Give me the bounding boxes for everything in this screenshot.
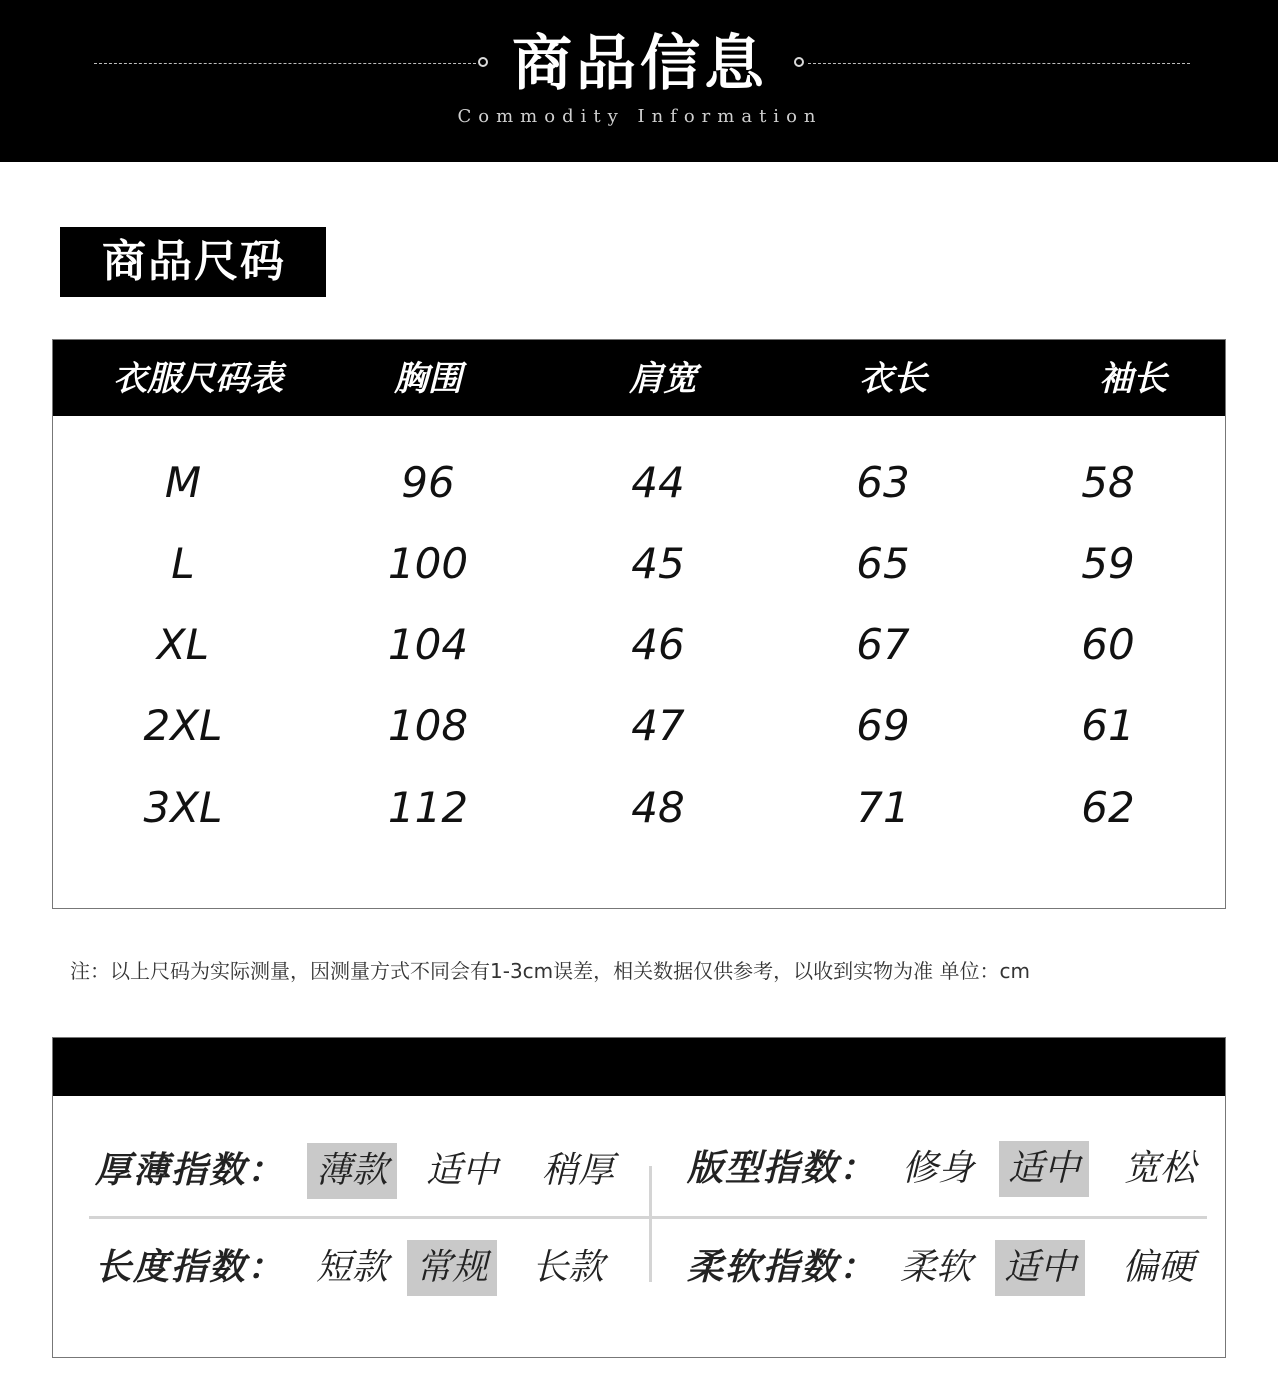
table-row	[53, 767, 1225, 849]
section-title: 商品尺码	[60, 227, 326, 297]
divider-horizontal	[89, 1216, 1207, 1219]
measurement-note: 注：以上尺码为实际测量，因测量方式不同会有1-3cm误差，相关数据仅供参考，以收到实物为准 单位：cm	[70, 959, 1030, 983]
length-cell: 65	[856, 539, 910, 588]
circle-icon	[478, 57, 488, 67]
column-header-length: 衣长	[859, 359, 927, 399]
index-option: 修身	[901, 1148, 974, 1189]
divider-vertical	[649, 1166, 652, 1282]
size-cell: L	[171, 539, 195, 588]
table-row	[53, 685, 1225, 767]
table-row	[53, 604, 1225, 686]
column-header-chest: 胸围	[394, 359, 462, 399]
column-header-shoulder: 肩宽	[629, 359, 697, 399]
index-option: 短款	[315, 1247, 388, 1288]
index-label: 柔软指数：	[687, 1247, 878, 1288]
index-option: 适中	[999, 1141, 1089, 1197]
fit-index	[687, 1141, 1207, 1197]
circle-icon	[794, 57, 804, 67]
length-cell: 71	[856, 783, 910, 832]
shoulder-cell: 46	[631, 620, 685, 669]
shoulder-cell: 45	[631, 539, 685, 588]
column-header-sleeve: 袖长	[1099, 359, 1167, 399]
decorative-dashed-line-left	[94, 63, 476, 64]
size-table-header	[53, 340, 1225, 416]
table-row	[53, 442, 1225, 524]
index-label: 版型指数：	[687, 1148, 878, 1189]
length-index	[95, 1240, 635, 1296]
shoulder-cell: 47	[631, 701, 685, 750]
chest-cell: 112	[387, 783, 469, 832]
banner-subtitle: Commodity Information	[457, 106, 823, 127]
index-option: 宽松	[1123, 1148, 1196, 1189]
sleeve-cell: 62	[1081, 783, 1135, 832]
chest-cell: 96	[401, 458, 455, 507]
length-cell: 63	[856, 458, 910, 507]
index-option: 稍厚	[541, 1150, 614, 1191]
column-header-size: 衣服尺码表	[113, 359, 283, 399]
index-label: 长度指数：	[95, 1247, 286, 1288]
chest-cell: 108	[387, 701, 469, 750]
banner-title: 商品信息	[512, 29, 768, 99]
index-label: 厚薄指数：	[95, 1150, 286, 1191]
header-banner	[0, 0, 1278, 162]
sleeve-cell: 61	[1081, 701, 1135, 750]
index-option: 长款	[531, 1247, 604, 1288]
length-cell: 67	[856, 620, 910, 669]
index-option: 常规	[407, 1240, 497, 1296]
size-cell: 2XL	[143, 701, 223, 750]
thickness-index	[95, 1143, 635, 1199]
decorative-dashed-line-right	[808, 63, 1190, 64]
index-option: 偏硬	[1121, 1247, 1194, 1288]
softness-index	[687, 1240, 1207, 1296]
shoulder-cell: 48	[631, 783, 685, 832]
index-option: 薄款	[307, 1143, 397, 1199]
sleeve-cell: 59	[1081, 539, 1135, 588]
fabric-index-panel	[52, 1037, 1226, 1358]
size-cell: XL	[156, 620, 210, 669]
index-panel-header	[53, 1038, 1225, 1096]
index-option: 适中	[425, 1150, 498, 1191]
index-option: 适中	[995, 1240, 1085, 1296]
sleeve-cell: 58	[1081, 458, 1135, 507]
chest-cell: 104	[387, 620, 469, 669]
index-option: 柔软	[899, 1247, 972, 1288]
size-cell: M	[164, 458, 202, 507]
length-cell: 69	[856, 701, 910, 750]
shoulder-cell: 44	[631, 458, 685, 507]
sleeve-cell: 60	[1081, 620, 1135, 669]
size-cell: 3XL	[143, 783, 223, 832]
chest-cell: 100	[387, 539, 469, 588]
size-table	[52, 339, 1226, 909]
table-row	[53, 523, 1225, 605]
